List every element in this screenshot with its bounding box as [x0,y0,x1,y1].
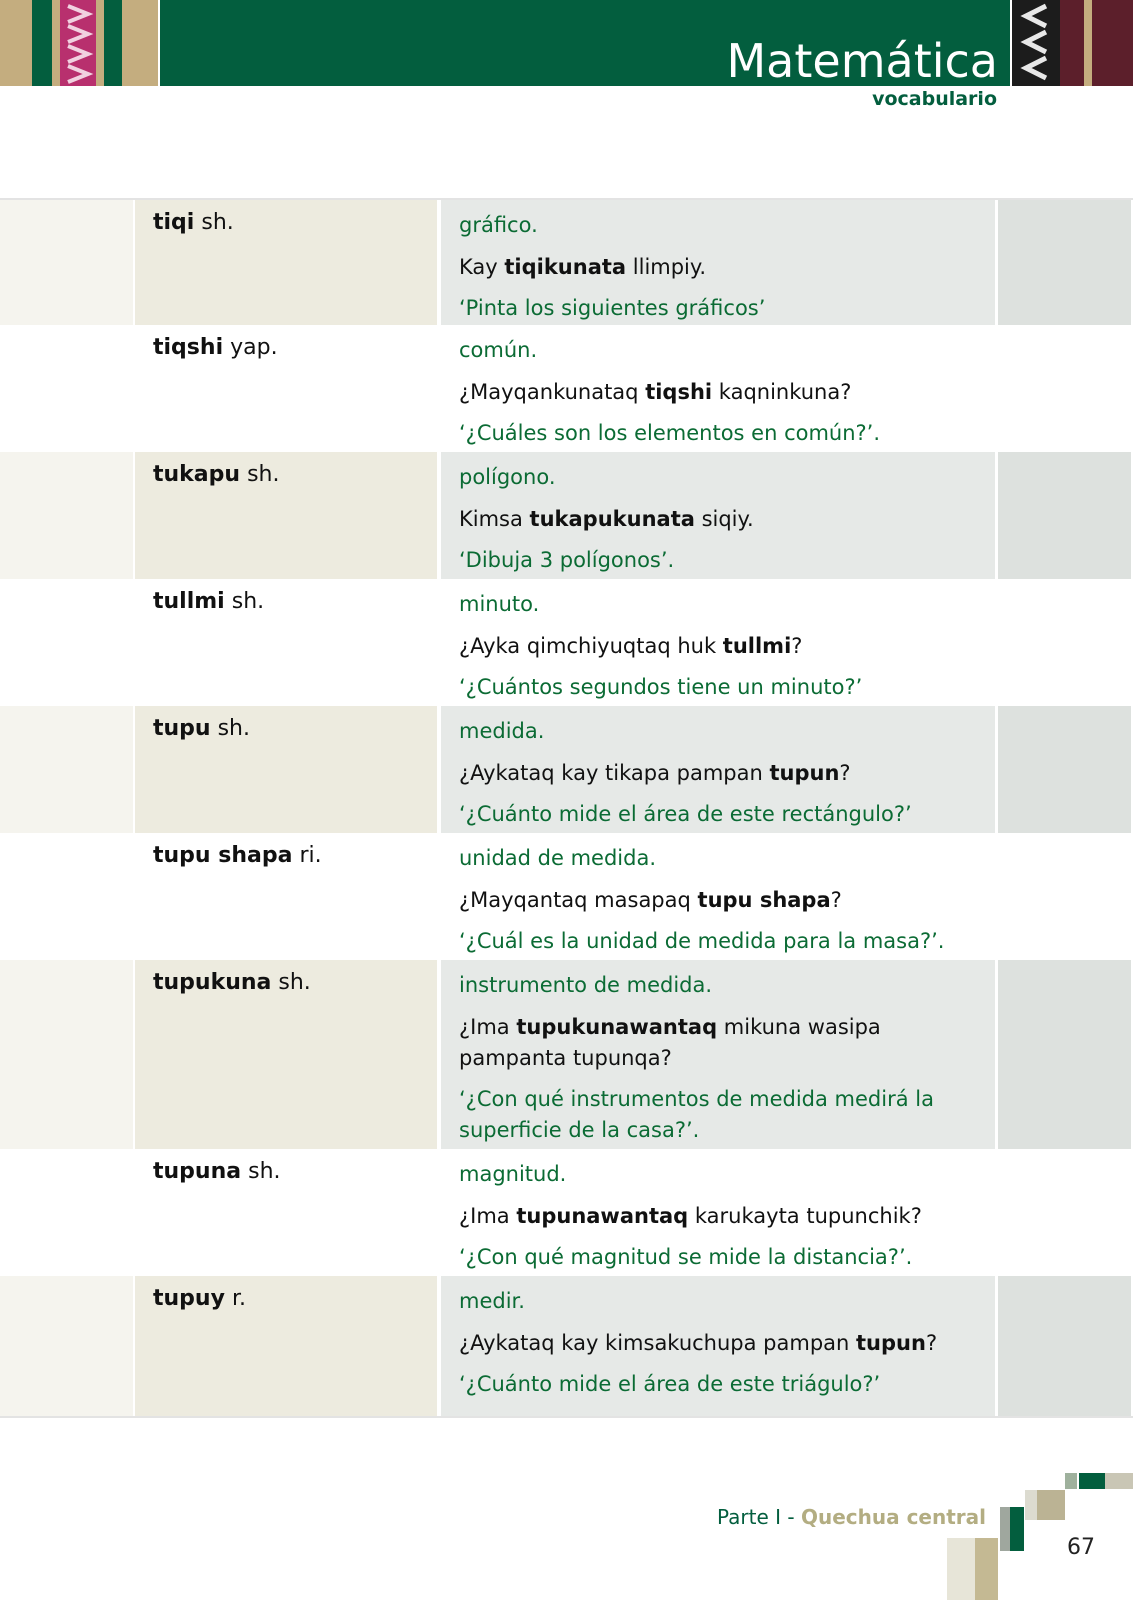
spanish-gloss: magnitud. [459,1162,567,1186]
example-text: ¿Ima [459,1204,517,1228]
quechua-example [459,252,959,283]
example-translation: ‘¿Cuánto mide el área de este rectángulo?’ [459,802,912,826]
footer-deco-square [947,1538,975,1600]
example-text: Kay [459,255,505,279]
footer-deco-square [1000,1507,1010,1551]
vocab-row [0,200,1133,325]
example-text: Kimsa [459,507,530,531]
example-text: ¿Mayqankunataq [459,380,646,404]
term-pos-label: yap. [230,335,278,360]
term-pos [271,970,310,995]
quechua-example [459,377,959,408]
term-word: tiqshi [153,335,224,360]
term-pos [211,716,250,741]
quechua-example [459,1328,959,1359]
vocab-row [0,960,1133,1149]
term-pos-label: sh. [247,462,280,487]
example-text: kaqninkuna? [712,380,852,404]
example-keyword: tupunawantaq [516,1204,689,1228]
example-keyword: tupun [769,761,840,785]
vocab-row [0,452,1133,579]
table-cell-bg [998,1149,1131,1276]
vocab-definition [459,589,959,703]
spanish-gloss: medir. [459,1289,525,1313]
vocab-term [153,716,250,741]
quechua-example [459,885,959,916]
term-word: tupuna [153,1159,242,1184]
table-cell-bg [998,1276,1131,1416]
example-keyword: tiqikunata [504,255,627,279]
footer-language: Quechua central [800,1505,986,1529]
vocab-definition [459,210,959,324]
table-cell-bg [0,579,133,706]
vocab-term [153,843,322,868]
example-text: mikuna wasipa pampanta tupunqa? [459,1015,881,1070]
header-stripe-green-1 [32,0,52,86]
example-translation: ‘¿Cuál es la unidad de medida para la masa?’. [459,929,945,953]
magenta-weave-pattern [60,0,96,86]
term-pos-label: ri. [299,843,322,868]
example-keyword: tukapukunata [529,507,695,531]
term-word: tiqi [153,210,195,235]
table-bottom-rule [0,1416,1133,1418]
term-word: tupuy [153,1286,225,1311]
example-keyword: tiqshi [645,380,713,404]
example-text: ? [791,634,803,658]
footer-part-label [717,1505,986,1529]
term-pos-label: sh. [231,589,265,614]
example-translation: ‘¿Cuántos segundos tiene un minuto?’ [459,675,863,699]
page-subtitle: vocabulario [872,88,997,110]
vocab-term [153,335,278,360]
term-pos-label: sh. [278,970,311,995]
term-pos [194,210,233,235]
example-text: ? [839,761,851,785]
vocab-definition [459,462,959,576]
table-cell-bg [0,833,133,960]
black-weave-pattern [1012,0,1060,86]
header-stripe-tan-2 [52,0,60,86]
vocab-row [0,325,1133,452]
footer-deco-square [1025,1490,1037,1520]
term-pos [225,589,264,614]
table-cell-bg [0,1276,133,1416]
vocab-definition [459,843,959,957]
term-pos-label: sh. [248,1159,281,1184]
footer-part: Parte I - [716,1505,801,1529]
vocab-term [153,210,234,235]
example-text: siqiy. [694,507,754,531]
table-cell-bg [998,960,1131,1149]
term-word: tupu [153,716,211,741]
spanish-gloss: instrumento de medida. [459,973,713,997]
table-cell-bg [998,833,1131,960]
example-keyword: tupukunawantaq [516,1015,718,1039]
table-cell-bg [0,960,133,1149]
spanish-gloss: común. [459,338,538,362]
table-cell-bg [998,200,1131,325]
quechua-example [459,1201,959,1232]
header-stripe-tan-1 [0,0,32,86]
quechua-example [459,504,959,535]
example-translation: ‘¿Cuánto mide el área de este triágulo?’ [459,1372,881,1396]
example-text: ¿Aykataq kay tikapa pampan [459,761,770,785]
example-text: ¿Ima [459,1015,517,1039]
page-title: Matemática [726,34,998,88]
example-translation: ‘¿Cuáles son los elementos en común?’. [459,421,881,445]
quechua-example [459,758,959,789]
term-word: tupu shapa [153,843,293,868]
vocabulary-table [0,200,1133,1416]
table-cell-bg [998,706,1131,833]
term-word: tukapu [153,462,241,487]
term-pos [241,1159,280,1184]
spanish-gloss: polígono. [459,465,556,489]
example-text: ¿Aykataq kay kimsakuchupa pampan [459,1331,857,1355]
spanish-gloss: minuto. [459,592,540,616]
spanish-gloss: unidad de medida. [459,846,656,870]
table-cell-bg [0,325,133,452]
term-word: tullmi [153,589,225,614]
page-header [0,0,1133,88]
spanish-gloss: medida. [459,719,545,743]
term-pos [240,462,279,487]
table-cell-bg [998,325,1131,452]
example-text: llimpiy. [626,255,707,279]
term-pos [223,335,277,360]
page-number: 67 [1067,1535,1095,1560]
vocab-row [0,833,1133,960]
term-pos [292,843,321,868]
term-pos-label: r. [231,1286,246,1311]
header-stripe-tan-5 [1084,0,1092,86]
example-text: ¿Mayqantaq masapaq [459,888,698,912]
example-translation: ‘Dibuja 3 polígonos’. [459,548,675,572]
term-pos-label: sh. [217,716,250,741]
quechua-example [459,1012,959,1074]
quechua-example [459,631,959,662]
example-text: ¿Ayka qimchiyuqtaq huk [459,634,723,658]
header-stripe-tan-3 [96,0,104,86]
footer-deco-square [1037,1490,1065,1520]
vocab-row [0,1276,1133,1416]
header-stripe-tan-4 [122,0,158,86]
example-text: ? [925,1331,938,1355]
footer-deco-square [1105,1473,1133,1489]
header-stripe-maroon-2 [1092,0,1133,86]
vocab-row [0,706,1133,833]
vocab-term [153,462,279,487]
vocab-definition [459,1159,959,1273]
header-stripe-maroon-1 [1060,0,1084,86]
table-cell-bg [998,452,1131,579]
example-translation: ‘Pinta los siguientes gráficos’ [459,296,766,320]
table-cell-bg [998,579,1131,706]
example-keyword: tupun [856,1331,926,1355]
example-translation: ‘¿Con qué magnitud se mide la distancia?’. [459,1245,913,1269]
vocab-row [0,579,1133,706]
example-keyword: tullmi [722,634,792,658]
term-pos-label: sh. [201,210,234,235]
example-text: ? [830,888,842,912]
table-cell-bg [0,200,133,325]
example-text: karukayta tupunchik? [688,1204,922,1228]
example-translation: ‘¿Con qué instrumentos de medida medirá la superficie de la casa?’. [459,1087,934,1142]
term-pos [225,1286,246,1311]
vocab-definition [459,970,959,1146]
footer-deco-square [975,1538,998,1600]
vocab-term [153,589,264,614]
footer-deco-square [1010,1507,1024,1551]
spanish-gloss: gráfico. [459,213,538,237]
vocab-term [153,970,311,995]
table-cell-bg [0,706,133,833]
header-stripe-green-2 [104,0,122,86]
vocab-term [153,1286,246,1311]
table-cell-bg [0,1149,133,1276]
vocab-definition [459,1286,959,1400]
vocab-term [153,1159,281,1184]
footer-deco-square [1079,1473,1105,1489]
vocab-row [0,1149,1133,1276]
vocab-definition [459,335,959,449]
footer-deco-square [1065,1473,1077,1489]
table-cell-bg [0,452,133,579]
term-word: tupukuna [153,970,272,995]
vocab-definition [459,716,959,830]
example-keyword: tupu shapa [697,888,831,912]
